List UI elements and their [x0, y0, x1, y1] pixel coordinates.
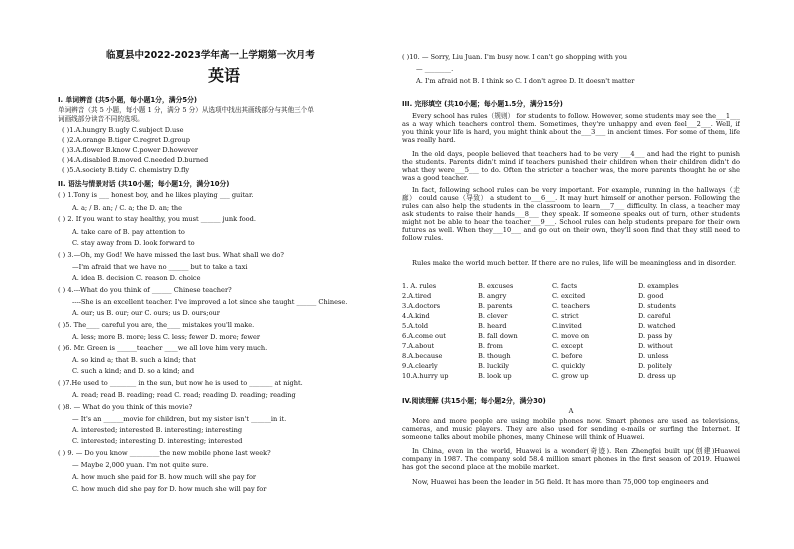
cloze-option: D. good: [638, 292, 664, 300]
cloze-option: 3.A.doctors: [402, 302, 441, 310]
grammar-line: C. such a kind; and D. so a kind; and: [72, 367, 195, 375]
cloze-option: C. except: [552, 342, 584, 350]
grammar-line: A. less; more B. more; less C. less; fewer D. more; fewer: [72, 333, 261, 341]
cloze-option: 5.A.told: [402, 322, 429, 330]
cloze-option: C. excited: [552, 292, 586, 300]
cloze-paragraph: Rules make the world much better. If there are no rules, life will be meaningless and in disorder.: [412, 259, 737, 267]
cloze-option: C. grow up: [552, 372, 589, 380]
grammar-line: ( )8. — What do you think of this movie?: [58, 403, 193, 411]
cloze-option: 1. A. rules: [402, 282, 437, 290]
grammar-line: ( ) 4.---What do you think of ______ Chinese teacher?: [58, 286, 232, 294]
grammar-line: ( ) 1.Tony is ___ honest boy, and he likes playing ___ guitar.: [58, 191, 254, 199]
q10-options: A. I'm afraid not B. I think so C. I don't agree D. It doesn't matter: [416, 77, 635, 85]
reading-paragraph: Now, Huawei has been the leader in 5G field. It has more than 75,000 top engineers and: [412, 478, 709, 486]
cloze-option: C. before: [552, 352, 583, 360]
cloze-option: 4.A.kind: [402, 312, 430, 320]
cloze-option: 8.A.because: [402, 352, 443, 360]
section4-heading: IV.阅读理解 (共15小题；每小题2分，满分30): [402, 397, 546, 405]
grammar-line: A. our; us B. our; our C. ours; us D. ours;our: [72, 309, 220, 317]
section1-heading: I. 单词辨音 (共5小题，每小题1分，满分5分): [58, 96, 197, 104]
cloze-paragraph: In fact, following school rules can be very important. For example, running in the hallways（走廊） could cause（导致） a student to___6___. It may hurt himself or another person. Following the rules can also help the students in the classroom to learn___7___ difficulty. In class, a teacher may ask students to raise their hands___8___ they speak. If someone speaks out of turn, other students might not be able to hear the teacher___9___. School rules can help students prepare for their own futures as well. When they___10___ and go out on their own, they'll soon find that they still need to follow rules.: [402, 186, 740, 242]
grammar-line: C. how much did she pay for D. how much she will pay for: [72, 485, 267, 493]
cloze-option: D. unless: [638, 352, 669, 360]
cloze-option: B. parents: [478, 302, 513, 310]
cloze-option: B. luckily: [478, 362, 510, 370]
cloze-option: D. politely: [638, 362, 673, 370]
grammar-line: —I'm afraid that we have no ______ but to take a taxi: [72, 263, 248, 271]
cloze-paragraph: In the old days, people believed that teachers had to be very ___4___ and had the right to punish the students. Parents didn't mind if teachers punished their children when their children didn't do what they were___5___ to do. Often the stricter a teacher was, the more parents thought he or she was a good teacher.: [402, 150, 740, 182]
phonics-item: ( )1.A.hungry B.ugly C.subject D.use: [62, 126, 184, 134]
cloze-option: D. careful: [638, 312, 671, 320]
cloze-option: B. angry: [478, 292, 507, 300]
cloze-option: 9.A.clearly: [402, 362, 438, 370]
grammar-line: C. stay away from D. look forward to: [72, 239, 195, 247]
cloze-option: B. though: [478, 352, 511, 360]
phonics-item: ( )5.A.society B.tidy C. chemistry D.fly: [62, 166, 190, 174]
q10-line1: ( )10. — Sorry, Liu Juan. I'm busy now. I can't go shopping with you: [402, 53, 627, 61]
grammar-line: ( )7.He used to ________ in the sun, but now he is used to _______ at night.: [58, 379, 303, 387]
grammar-line: A. read; read B. reading; read C. read; reading D. reading; reading: [72, 391, 296, 399]
cloze-option: B. fall down: [478, 332, 518, 340]
q10-line2: — ________.: [416, 65, 454, 73]
grammar-line: ----She is an excellent teacher. I've improved a lot since she taught ______ Chinese.: [72, 298, 348, 306]
grammar-line: A. how much she paid for B. how much will she pay for: [72, 473, 257, 481]
section3-heading: III. 完形填空 (共10小题；每小题1.5分，满分15分): [402, 100, 563, 108]
cloze-option: C. quickly: [552, 362, 586, 370]
cloze-option: D. watched: [638, 322, 676, 330]
cloze-option: B. clever: [478, 312, 508, 320]
section1-instruction-2: 词画线部分读音不同的选项。: [58, 115, 144, 123]
reading-paragraph: More and more people are using mobile phones now. Smart phones are used as televisions, cameras, and music players. They are also used for sending e-mails or surfing the Internet. If someone talks about mobile phones, many Chinese will think of Huawei.: [402, 417, 740, 441]
grammar-line: ( ) 2. If you want to stay healthy, you must ______ junk food.: [58, 215, 256, 223]
cloze-option: B. heard: [478, 322, 507, 330]
grammar-line: C. interested; interesting D. interesting; interested: [72, 437, 243, 445]
subject-title: 英语: [208, 66, 241, 85]
cloze-option: C. move on: [552, 332, 590, 340]
phonics-item: ( )3.A.flower B.know C.power D.however: [62, 146, 199, 154]
cloze-option: C. teachers: [552, 302, 590, 310]
cloze-option: 6.A.come out: [402, 332, 446, 340]
phonics-item: ( )4.A.disabled B.moved C.needed D.burned: [62, 156, 209, 164]
cloze-option: C. strict: [552, 312, 579, 320]
cloze-option: D. dress up: [638, 372, 676, 380]
phonics-item: ( )2.A.orange B.tiger C.regret D.group: [62, 136, 190, 144]
grammar-line: — Maybe 2,000 yuan. I'm not quite sure.: [72, 461, 209, 469]
grammar-line: A. so kind a; that B. such a kind; that: [72, 356, 196, 364]
reading-paragraph: In China, even in the world, Huawei is a wonder(奇迹). Ren Zhengfei built up(创建)Huawei company in 1987. The company sold 58.4 million smart phones in the first season of 2019. Huawei has got the second place at the mobile market.: [402, 447, 740, 471]
grammar-line: ( )6. Mr. Green is ______teacher ____we all love him very much.: [58, 344, 268, 352]
section1-instruction-1: 单词辨音（共 5 小题，每小题 1 分，满分 5 分）从选项中找出其画线部分与其他三个单: [58, 106, 314, 114]
grammar-line: A. interested; interested B. interesting; interesting: [72, 426, 243, 434]
section2-heading: II. 语法与情景对话 (共10小题；每小题1分，满分10分): [58, 180, 230, 188]
grammar-line: ( ) 9. — Do you know _________the new mobile phone last week?: [58, 449, 271, 457]
exam-title: 临夏县中2022-2023学年高一上学期第一次月考: [106, 50, 315, 61]
cloze-option: D. without: [638, 342, 673, 350]
cloze-option: D. examples: [638, 282, 679, 290]
cloze-option: 7.A.about: [402, 342, 435, 350]
cloze-option: C.invited: [552, 322, 582, 330]
grammar-line: A. take care of B. pay attention to: [72, 228, 185, 236]
grammar-line: A. idea B. decision C. reason D. choice: [72, 274, 201, 282]
cloze-option: B. look up: [478, 372, 512, 380]
cloze-option: C. facts: [552, 282, 578, 290]
grammar-line: ( )5. The____ careful you are, the____ mistakes you'll make.: [58, 321, 255, 329]
passage-label: A: [568, 407, 574, 415]
cloze-option: B. from: [478, 342, 503, 350]
cloze-option: B. excuses: [478, 282, 514, 290]
cloze-option: 10.A.hurry up: [402, 372, 449, 380]
grammar-line: A. a; / B. an; / C. a; the D. an; the: [72, 204, 183, 212]
grammar-line: ( ) 3.—Oh, my God! We have missed the last bus. What shall we do?: [58, 251, 284, 259]
cloze-option: D. students: [638, 302, 676, 310]
cloze-option: 2.A.tired: [402, 292, 432, 300]
cloze-paragraph: Every school has rules（规则） for students to follow. However, some students may see the___1___ as a way which teachers control them. Sometimes, they're unhappy and even feel___2___. Well, if you think your life is hard, you might think about the___3___ in ancient times. For some of them, life was really hard.: [402, 112, 740, 144]
cloze-option: D. pass by: [638, 332, 673, 340]
grammar-line: — It's an ______movie for children, but my sister isn't ______in it.: [72, 415, 287, 423]
